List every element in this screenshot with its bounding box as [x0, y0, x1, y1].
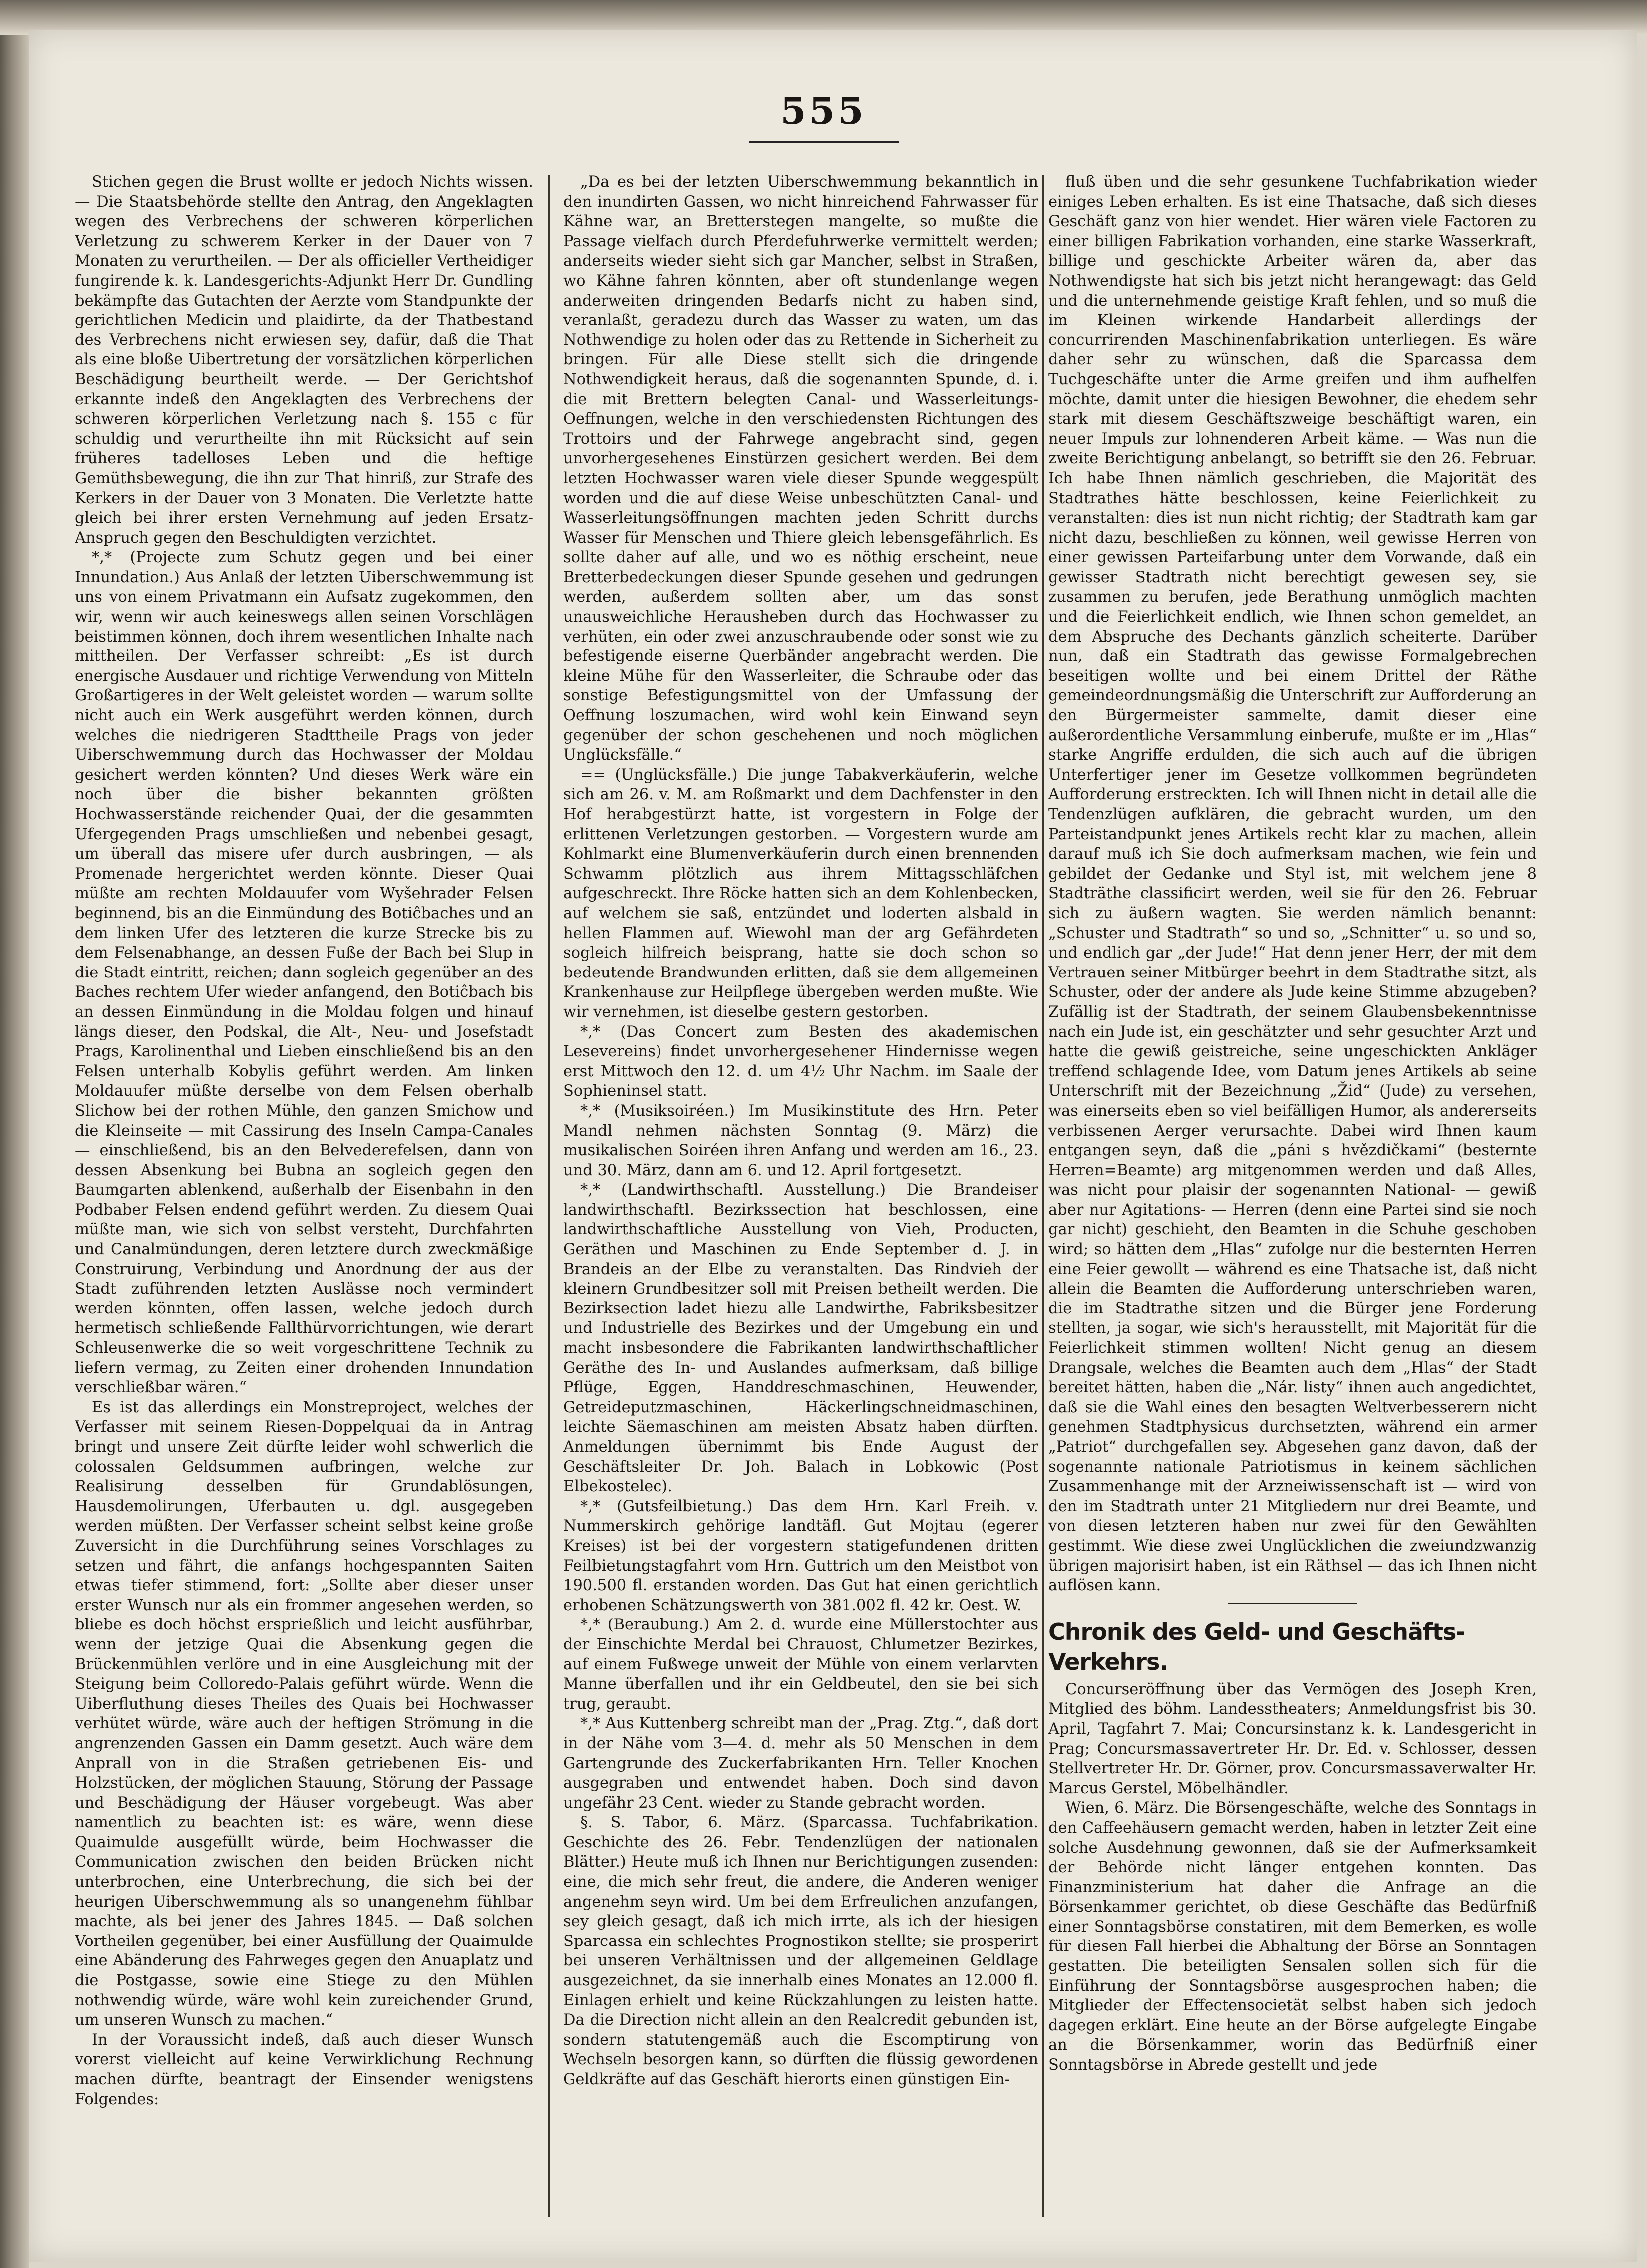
scan-edge-left — [0, 0, 29, 2268]
article-paragraph: §. S. Tabor, 6. März. (Sparcassa. Tuchfabrikation. Geschichte des 26. Febr. Tendenzlügen der nationalen Blätter.) Heute muß ich Ihnen nur Berichtigungen zusenden: eine, die mich sehr freut, die andere, die Anderen weniger angenehm seyn wird. Um bei dem Erfreulichen anzufangen, sey gleich gesagt, daß ich mich irrte, als ich der hiesigen Sparcassa ein schlechtes Prognostikon stellte; sie prosperirt bei unseren Verhältnissen und der allgemeinen Geldlage ausgezeichnet, da sie innerhalb eines Monates an 12.000 fl. Einlagen erhielt und keine Rückzahlungen zu leisten hatte. Da die Direction nicht allein an den Realcredit gebunden ist, sondern statutengemäß auch die Escomptirung von Wechseln besorgen kann, so dürften die flüssig gewordenen Geldkräfte auf das Geschäft hierorts einen günstigen Ein- — [563, 1814, 1038, 2088]
column-right — [1048, 172, 1537, 2237]
article-paragraph: *,* (Das Concert zum Besten des akademischen Lesevereins) findet unvorhergesehener Hindernisse wegen erst Mittwoch den 12. d. um 4½ Uhr Nachm. im Saale der Sophieninsel statt. — [563, 1023, 1038, 1100]
article-paragraph: *,* Aus Kuttenberg schreibt man der „Prag. Ztg.“, daß dort in der Nähe vom 3—4. d. mehr als 50 Menschen in dem Gartengrunde des Zuckerfabrikanten Hrn. Teller Knochen ausgegraben und entwendet haben. Doch sind davon ungefähr 23 Cent. wieder zu Stande gebracht worden. — [563, 1715, 1038, 1812]
article-paragraph: Wien, 6. März. Die Börsengeschäfte, welche des Sonntags in den Caffeehäusern gemacht werden, haben in letzter Zeit eine solche Ausdehnung gewonnen, daß sie der Aufmerksamkeit der Behörde nicht länger entgehen konnten. Das Finanzministerium hat daher die Anfrage an die Börsenkammer gerichtet, ob diese Geschäfte das Bedürfniß einer Sonntagsbörse constatiren, mit dem Bemerken, es wolle für diesen Fall hierbei die Abhaltung der Börse an Sonntagen gestatten. Die beteiligten Sensalen sollen sich für die Einführung der Sonntagsbörse ausgesprochen haben; die Mitglieder der Effectensocietät selbst haben sich jedoch dagegen erklärt. Eine heute an der Börse aufgelegte Eingabe an die Börsenkammer, worin das Bedürfniß einer Sonntagsbörse in Abrede gestellt und jede — [1048, 1799, 1537, 2074]
column-divider — [1042, 175, 1044, 2217]
article-paragraph: *,* (Landwirthschaftl. Ausstellung.) Die Brandeiser landwirthschaftl. Bezirkssection hat beschlossen, eine landwirthschaftliche Ausstellung von Vieh, Producten, Geräthen und Maschinen zu Ende September d. J. in Brandeis an der Elbe zu veranstalten. Das Rindvieh der kleinern Grundbesitzer soll mit Preisen betheilt werden. Die Bezirksection ladet hiezu alle Landwirthe, Fabriksbesitzer und Industrielle des Bezirkes und der Umgebung ein und macht insbesondere die Fabrikanten landwirthschaftlicher Geräthe des In- und Auslandes aufmerksam, daß billige Pflüge, Eggen, Handdreschmaschinen, Heuwender, Getreideputzmaschinen, Häckerlingschneidmaschinen, leichte Säemaschinen am meisten Absatz haben dürften. Anmeldungen übernimmt bis Ende August der Geschäftsleiter Dr. Joh. Balach in Lobkowic (Post Elbekostelec). — [563, 1181, 1038, 1496]
column-divider — [548, 175, 550, 2217]
page-number-rule — [749, 141, 899, 143]
article-paragraph: *,* (Musiksoiréen.) Im Musikinstitute des Hrn. Peter Mandl nehmen nächsten Sonntag (9. März) die musikalischen Soiréen ihren Anfang und werden am 16., 23. und 30. März, dann am 6. und 12. April fortgesetzt. — [563, 1102, 1038, 1179]
article-paragraph: *,* (Gutsfeilbietung.) Das dem Hrn. Karl Freih. v. Nummerskirch gehörige landtäfl. Gut Mojtau (egerer Kreises) ist bei der vorgestern statigefundenen dritten Feilbietungstagfahrt vom Hrn. Guttrich um den Meistbot von 190.500 fl. erstanden worden. Das Gut hat einen gerichtlich erhobenen Schätzungswerth von 381.002 fl. 42 kr. Oest. W. — [563, 1497, 1038, 1614]
article-paragraph: *,* (Beraubung.) Am 2. d. wurde eine Müllerstochter aus der Einschichte Merdal bei Chrauost, Chlumetzer Bezirkes, auf einem Fußwege unweit der Mühle von einem verlarvten Manne überfallen und ihr ein Geldbeutel, den sie bei sich trug, geraubt. — [563, 1616, 1038, 1713]
article-paragraph: Concurseröffnung über das Vermögen des Joseph Kren, Mitglied des böhm. Landesstheaters; Anmeldungsfrist bis 30. April, Tagfahrt 7. Mai; Concursinstanz k. k. Landesgericht in Prag; Concursmassavertreter Hr. Dr. Ed. v. Schlosser, dessen Stellvertreter Hr. Dr. Görner, prov. Concursmassaverwalter Hr. Marcus Gerstel, Möbelhändler. — [1048, 1680, 1537, 1797]
article-paragraph: In der Voraussicht indeß, daß auch dieser Wunsch vorerst vielleicht auf keine Verwirklichung Rechnung machen dürfte, beantragt der Einsender wenigstens Folgendes: — [75, 2031, 533, 2108]
article-paragraph: fluß üben und die sehr gesunkene Tuchfabrikation wieder einiges Leben erhalten. Es ist eine Thatsache, daß sich dieses Geschäft ganz von hier wendet. Hier wären viele Factoren zu einer billigen Fabrikation vorhanden, eine starke Wasserkraft, billige und geschickte Arbeiter wären da, aber das Nothwendigste hat sich bis jetzt nicht herangewagt: das Geld und die unternehmende geistige Kraft fehlen, und so muß die im Kleinen wirkende Handarbeit allerdings der concurrirenden Maschinenfabrikation unterliegen. Es wäre daher sehr zu wünschen, daß die Sparcassa dem Tuchgeschäfte unter die Arme greifen und ihm aufhelfen möchte, damit unter die hiesigen Bewohner, die ehedem sehr stark mit diesem Geschäftszweige beschäftigt waren, ein neuer Impuls zur lohnenderen Arbeit käme. — Was nun die zweite Berichtigung anbelangt, so betrifft sie den 26. Februar. Ich habe Ihnen nämlich geschrieben, die Majorität des Stadtrathes hätte beschlossen, keine Feierlichkeit zu veranstalten: dies ist nun nicht richtig; der Stadtrath kam gar nicht dazu, beschließen zu können, weil gewisse Herren von einer gewissen Parteifarbung unter dem Vorwande, daß ein gewisser Stadtrath nicht berechtigt gewesen sey, sie zusammen zu berufen, jede Berathung unmöglich machten und die Feierlichkeit endlich, wie Ihnen schon gemeldet, an dem Abspruche des Dechants gänzlich scheiterte. Darüber nun, daß ein Stadtrath das gewisse Formalgebrechen beseitigen wollte und bei einem Drittel der Räthe gemeindeordnungsmäßig die Unterschrift zur Aufforderung an den Bürgermeister sammelte, damit dieser eine außerordentliche Versammlung einberufe, mußte er im „Hlas“ starke Angriffe erdulden, die sich auch auf die übrigen Unterfertiger jener im Gesetze vollkommen begründeten Aufforderung erstreckten. Ich will Ihnen nicht in detail alle die Tendenzlügen aufklären, die gebracht wurden, um den Parteistandpunkt jenes Artikels recht klar zu machen, allein darauf muß ich Sie doch aufmerksam machen, wie fein und gebildet der Gedanke und Styl ist, mit welchem jene 8 Stadträthe classificirt werden, weil sie für den 26. Februar sich zu äußern wagten. Sie werden nämlich benannt: „Schuster und Stadtrath“ so und so, „Schnitter“ u. so und so, und endlich gar „der Jude!“ Hat denn jener Herr, der mit dem Vertrauen seiner Mitbürger beehrt in dem Stadtrathe sitzt, als Schuster, oder der andere als Jude keine Stimme abzugeben? Zufällig ist der Stadtrath, der seinem Glaubensbekenntnisse nach ein Jude ist, ein geschätzter und sehr gesuchter Arzt und hatte die gewiß geistreiche, seine ungeschickten Ankläger treffend schlagende Idee, vom Datum jenes Artikels ab seine Unterschrift mit der Bezeichnung „Žid“ (Jude) zu versehen, was einerseits eben so viel beifälligen Humor, als andererseits verbissenen Aerger verursachte. Dabei wird Ihnen kaum entgangen seyn, daß die „páni s hvězdičkami“ (besternte Herren=Beamte) arg mitgenommen werden und daß Alles, was nicht pour plaisir der sogenannten National- — gewiß aber nur Agitations- — Herren (denn eine Partei sind sie noch gar nicht) geschieht, den Beamten in die Schuhe geschoben wird; so hätten dem „Hlas“ zufolge nur die besternten Herren eine Feier gewollt — während es eine Thatsache ist, daß nicht allein die Beamten die Aufforderung unterschrieben waren, die im Stadtrathe sitzen und die Bürger jene Forderung stellten, ja sogar, wie sich's herausstellt, mit Majorität für die Feierlichkeit stimmen wollten! Nicht genug an diesem Drangsale, welches die Beamten auch dem „Hlas“ der Stadt bereitet hätten, haben die „Nár. listy“ ihnen auch angedichtet, daß sie die Wahl eines den besagten Weltverbesserern nicht genehmen Stadtphysicus durchsetzten, während ein armer „Patriot“ durchgefallen sey. Abgesehen ganz davon, daß der sogenannte nationale Patriotismus in keinem sächlichen Zusammenhange mit der Arzneiwissenschaft ist — wird von den im Stadtrath unter 21 Mitgliedern nur drei Beamte, und von diesen letzteren haben nur zwei für den Gewählten gestimmt. Wie diese zwei Unglücklichen die zweiundzwanzig übrigen majorisirt haben, ist ein Räthsel — das ich Ihnen nicht auflösen kann. — [1048, 173, 1537, 1595]
article-paragraph: *,* (Projecte zum Schutz gegen und bei einer Innundation.) Aus Anlaß der letzten Uiberschwemmung ist uns von einem Privatmann ein Aufsatz zugekommen, den wir, wenn wir auch keineswegs allen seinen Vorschlägen beistimmen können, doch ihrem wesentlichen Inhalte nach mittheilen. Der Verfasser schreibt: „Es ist durch energische Ausdauer und richtige Verwendung von Mitteln Großartigeres in der Welt geleistet worden — warum sollte nicht auch ein Werk ausgeführt werden können, durch welches die niedrigeren Stadttheile Prags von jeder Uiberschwemmung durch das Hochwasser der Moldau gesichert werden könnten? Und dieses Werk wäre ein noch über die bisher bekannten größten Hochwasserstände reichender Quai, der die gesammten Ufergegenden Prags umschließen und nebenbei gesagt, um überall das misere ufer durch ausbringen, — als Promenade hergerichtet werden könnte. Dieser Quai müßte am rechten Moldauufer vom Wyšehrader Felsen beginnend, bis an die Einmündung des Botiĉbaches und an dem linken Ufer des letzteren die kurze Strecke bis zu dem Felsenabhange, an dessen Fuße der Bach bei Slup in die Stadt eintritt, reichen; dann sogleich gegenüber an des Baches rechtem Ufer wieder anfangend, den Botiĉbach bis an dessen Einmündung in die Moldau folgen und hinauf längs dieser, den Podskal, die Alt-, Neu- und Josefstadt Prags, Karolinenthal und Lieben einschließend bis an den Felsen unterhalb Kobylis geführt werden. Am linken Moldauufer müßte derselbe von dem Felsen oberhalb Slichow bei der rothen Mühle, den ganzen Smichow und die Kleinseite — mit Cassirung des Inseln Campa-Canales — einschließend, bis an den Belvederefelsen, dann von dessen Absenkung bei Bubna an sogleich gegen den Baumgarten ablenkend, außerhalb der Eisenbahn in den Podbaber Felsen endend geführt werden. Zu diesem Quai müßte man, wie sich von selbst versteht, Durchfahrten und Canalmündungen, deren letztere durch zweckmäßige Construirung, Verbindung und Anordnung der aus der Stadt zuführenden letzten Auslässe noch vermindert werden könnten, offen lassen, welche jedoch durch hermetisch schließende Fallthürvorrichtungen, wie derart Schleusenwerke die so weit vorgeschrittene Technik zu liefern vermag, zu Zeiten einer drohenden Innundation verschließbar wären.“ — [75, 549, 533, 1397]
column-middle — [563, 172, 1038, 2237]
article-paragraph: == (Unglücksfälle.) Die junge Tabakverkäuferin, welche sich am 26. v. M. am Roßmarkt und dem Dachfenster in den Hof herabgestürzt hatte, ist vorgestern in Folge der erlittenen Verletzungen gestorben. — Vorgestern wurde am Kohlmarkt eine Blumenverkäuferin durch einen brennenden Schwamm plötzlich aus ihrem Mittagsschläfchen aufgeschreckt. Ihre Röcke hatten sich an dem Kohlenbecken, auf welchem sie saß, entzündet und loderten alsbald in hellen Flammen auf. Wiewohl man der arg Gefährdeten sogleich hilfreich beisprang, hatte sie doch schon so bedeutende Brandwunden erlitten, daß sie dem allgemeinen Krankenhause zur Heilpflege übergeben werden mußte. Wie wir vernehmen, ist dieselbe gestern gestorben. — [563, 766, 1038, 1021]
article-paragraph: Es ist das allerdings ein Monstreproject, welches der Verfasser mit seinem Riesen-Doppelquai da in Antrag bringt und unsere Zeit dürfte leider wohl schwerlich die colossalen Geldsummen aufbringen, welche zur Realisirung desselben für Grundablösungen, Hausdemolirungen, Uferbauten u. dgl. ausgegeben werden müßten. Der Verfasser scheint selbst keine große Zuversicht in die Durchführung seines Vorschlages zu setzen und fährt, die anfangs hochgespannten Saiten etwas tiefer stimmend, fort: „Sollte aber dieser unser erster Wunsch nur als ein frommer angesehen werden, so bliebe es doch höchst ersprießlich und leicht ausführbar, wenn der jetzige Quai die Absenkung gegen die Brückenmühlen verlöre und in eine Ausgleichung mit der Steigung beim Colloredo-Palais geführt würde. Wenn die Uiberfluthung dieses Theiles des Quais bei Hochwasser verhütet würde, wäre auch der heftigen Strömung in die angrenzenden Gassen ein Damm gesetzt. Auch wäre dem Anprall von in die Straßen getriebenen Eis- und Holzstücken, der möglichen Stauung, Störung der Passage und Beschädigung der Häuser vorgebeugt. Was aber namentlich zu beachten ist: es wäre, wenn diese Quaimulde ausgefüllt würde, beim Hochwasser die Communication zwischen den beiden Brücken nicht unterbrochen, eine Unterbrechung, die sich bei der heurigen Uiberschwemmung als so unangenehm fühlbar machte, als bei jener des Jahres 1845. — Daß solchen Vortheilen gegenüber, bei einer Ausfüllung der Quaimulde eine Abänderung des Fahrweges gegen den Anuaplatz und die Postgasse, sowie eine Stiege zu den Mühlen nothwendig würde, wäre wohl kein zureichender Grund, um unseren Wunsch zu machen.“ — [75, 1398, 533, 2029]
article-paragraph: „Da es bei der letzten Uiberschwemmung bekanntlich in den inundirten Gassen, wo nicht hinreichend Fahrwasser für Kähne war, an Bretterstegen mangelte, so mußte die Passage vielfach durch Pferdefuhrwerke vermittelt werden; anderseits wieder sieht sich gar Mancher, selbst in Straßen, wo Kähne fahren könnten, aber oft stundenlange wegen anderweiten dringenden Bedarfs nicht zu haben sind, veranlaßt, geradezu durch das Wasser zu waten, um das Nothwendige zu holen oder das zu Rettende in Sicherheit zu bringen. Für alle Diese stellt sich die dringende Nothwendigkeit heraus, daß die sogenannten Spunde, d. i. die mit Brettern belegten Canal- und Wasserleitungs-Oeffnungen, welche in den verschiedensten Richtungen des Trottoirs und der Fahrwege angebracht sind, gegen unvorhergesehenes Einstürzen gesichert werden. Bei dem letzten Hochwasser waren viele dieser Spunde weggespült worden und die auf diese Weise unbeschützten Canal- und Wasserleitungsöffnungen machten jeden Schritt durchs Wasser für Menschen und Thiere gleich lebensgefährlich. Es sollte daher auf alle, und wo es nöthig erscheint, neue Bretterbedeckungen dieser Spunde gesehen und gedrungen werden, außerdem sollten aber, um das sonst unausweichliche Herausheben durch das Hochwasser zu verhüten, ein oder zwei anzuschraubende oder sonst wie zu befestigende eiserne Querbänder angebracht werden. Die kleine Mühe für den Wasserleiter, die Schraube oder das sonstige Befestigungsmittel von der Umfassung der Oeffnung loszumachen, wird wohl kein Einwand seyn gegenüber der schon geschehenen und noch möglichen Unglücksfälle.“ — [563, 173, 1038, 764]
section-heading: Chronik des Geld- und Geschäfts-Verkehrs. — [1048, 1618, 1465, 1675]
column-left — [75, 172, 533, 2237]
article-paragraph: Stichen gegen die Brust wollte er jedoch Nichts wissen. — Die Staatsbehörde stellte den Antrag, den Angeklagten wegen des Verbrechens der schweren körperlichen Verletzung zu schwerem Kerker in der Dauer von 7 Monaten zu verurtheilen. — Der als officieller Vertheidiger fungirende k. k. Landesgerichts-Adjunkt Herr Dr. Gundling bekämpfte das Gutachten der Aerzte vom Standpunkte der gerichtlichen Medicin und plaidirte, da der Thatbestand des Verbrechens nicht erwiesen sey, dafür, daß die That als eine bloße Uibertretung der vorsätzlichen körperlichen Beschädigung beurtheilt werde. — Der Gerichtshof erkannte indeß den Angeklagten des Verbrechens der schweren körperlichen Verletzung nach §. 155 c für schuldig und verurtheilte ihn mit Rücksicht auf sein früheres tadelloses Leben und die heftige Gemüthsbewegung, die ihn zur That hinriß, zur Strafe des Kerkers in der Dauer von 3 Monaten. Die Verletzte hatte gleich bei ihrer ersten Vernehmung auf jeden Ersatz-Anspruch gegen den Beschuldigten verzichtet. — [75, 173, 533, 547]
section-divider — [1228, 1603, 1357, 1604]
page-number: 555 — [780, 90, 867, 133]
